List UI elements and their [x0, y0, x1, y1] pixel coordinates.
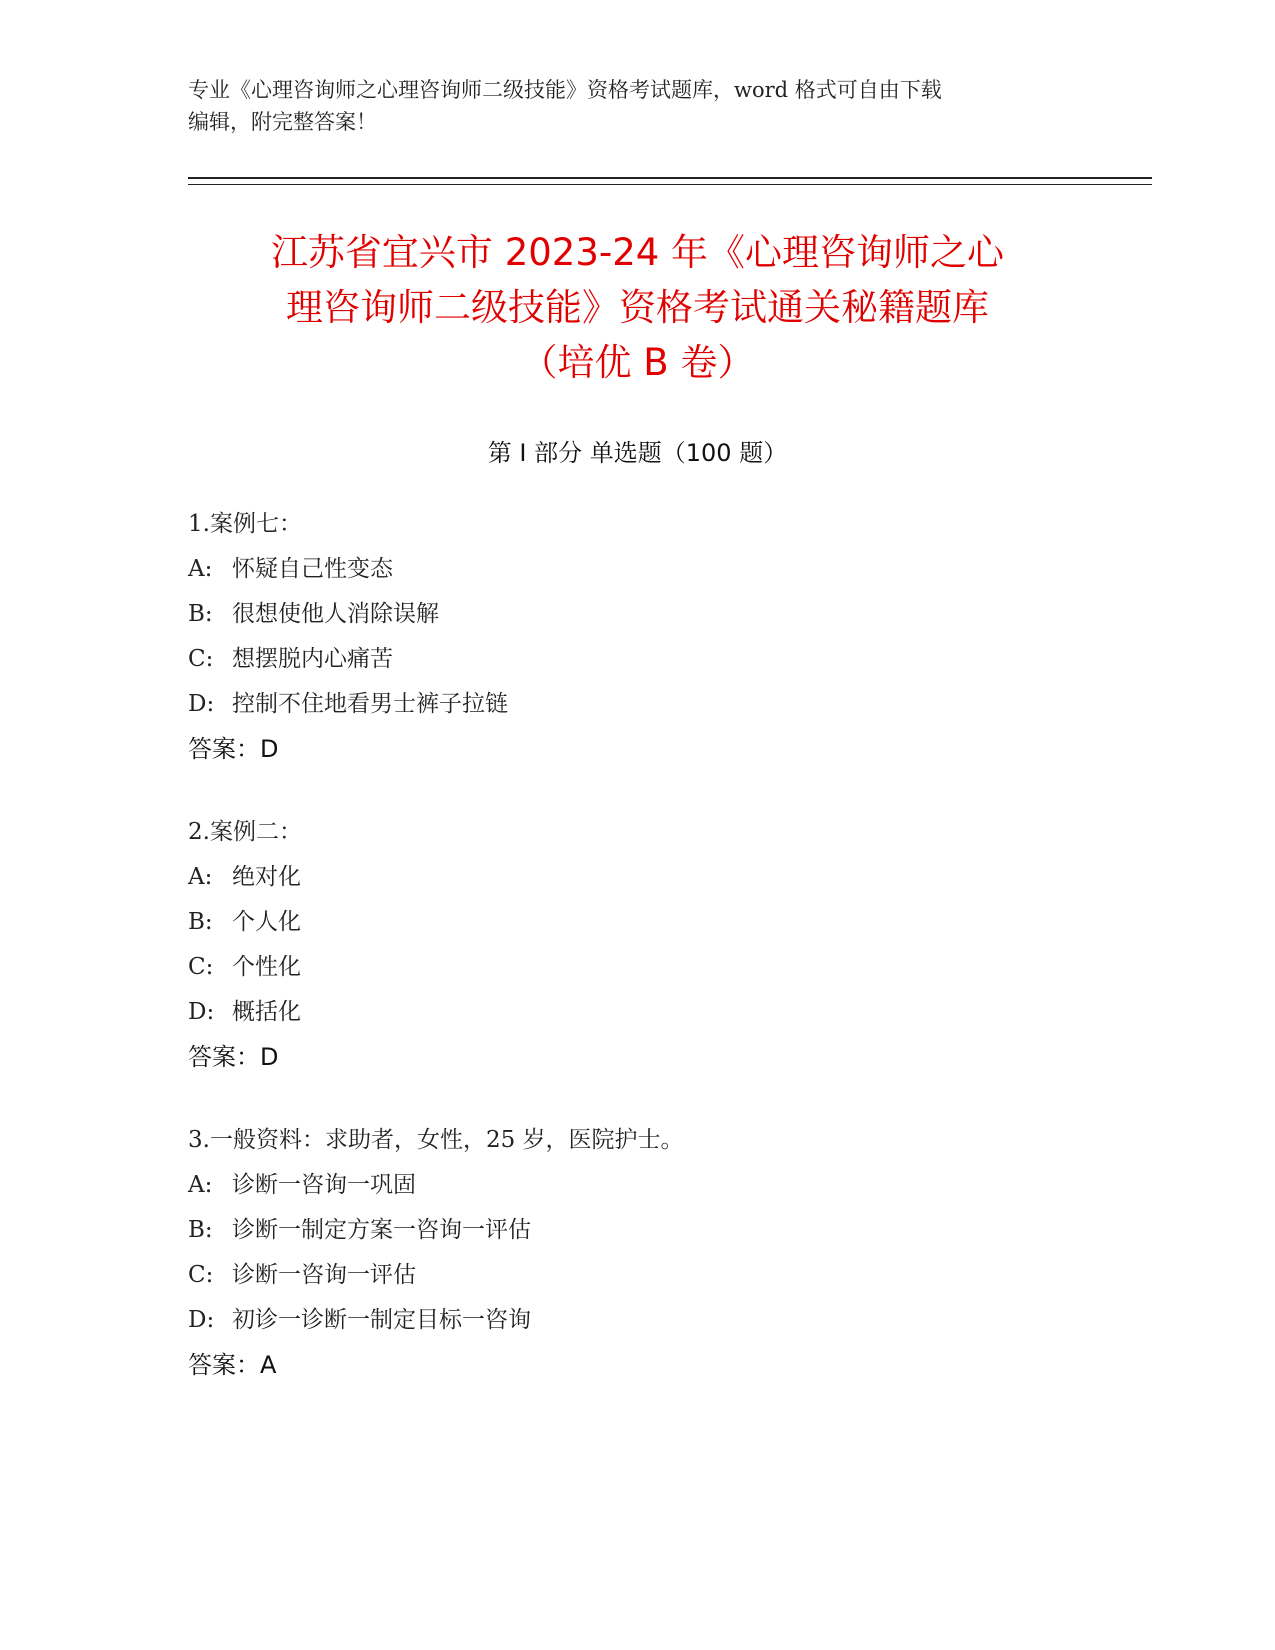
- option-d: [188, 1298, 1138, 1343]
- option-letter: B:: [188, 909, 213, 935]
- question-2: [188, 810, 1138, 1080]
- header-divider-thin: [188, 184, 1152, 185]
- option-d: [188, 682, 1138, 727]
- option-text: 概括化: [232, 999, 301, 1025]
- header-divider-thick: [188, 177, 1152, 179]
- option-text: 初诊一诊断一制定目标一咨询: [232, 1307, 531, 1333]
- header-note-line-1: 专业《心理咨询师之心理咨询师二级技能》资格考试题库，word 格式可自由下载: [188, 78, 942, 102]
- option-text: 诊断一咨询一评估: [232, 1262, 416, 1288]
- option-text: 诊断一制定方案一咨询一评估: [232, 1217, 531, 1243]
- option-letter: C:: [188, 954, 214, 980]
- question-stem: 2.案例二：: [188, 819, 302, 845]
- option-text: 个人化: [232, 909, 301, 935]
- option-text: 很想使他人消除误解: [232, 601, 439, 627]
- option-b: [188, 900, 1138, 945]
- question-1: [188, 502, 1138, 772]
- option-b: [188, 592, 1138, 637]
- option-a: [188, 547, 1138, 592]
- option-b: [188, 1208, 1138, 1253]
- header-note: [188, 74, 1088, 138]
- document-title-line-2: 理咨询师二级技能》资格考试通关秘籍题库: [286, 286, 989, 329]
- option-a: [188, 1163, 1138, 1208]
- option-c: [188, 1253, 1138, 1298]
- option-text: 绝对化: [232, 864, 301, 890]
- document-title-line-3: （培优 B 卷）: [520, 341, 755, 384]
- option-text: 个性化: [232, 954, 301, 980]
- question-stem: 1.案例七：: [188, 511, 302, 537]
- option-text: 想摆脱内心痛苦: [232, 646, 393, 672]
- option-letter: B:: [188, 1217, 213, 1243]
- option-letter: C:: [188, 646, 214, 672]
- option-letter: C:: [188, 1262, 214, 1288]
- option-text: 怀疑自己性变态: [232, 556, 393, 582]
- option-d: [188, 990, 1138, 1035]
- section-title: 第 I 部分 单选题（100 题）: [487, 439, 788, 467]
- option-letter: D:: [188, 1307, 215, 1333]
- answer: 答案：A: [188, 1351, 277, 1379]
- option-text: 控制不住地看男士裤子拉链: [232, 691, 508, 717]
- answer: 答案：D: [188, 1043, 279, 1071]
- answer: 答案：D: [188, 735, 279, 763]
- option-a: [188, 855, 1138, 900]
- option-c: [188, 637, 1138, 682]
- option-text: 诊断一咨询一巩固: [232, 1172, 416, 1198]
- document-title: [150, 225, 1125, 390]
- option-letter: D:: [188, 999, 215, 1025]
- document-title-line-1: 江苏省宜兴市 2023-24 年《心理咨询师之心: [270, 231, 1005, 274]
- option-letter: A:: [188, 864, 213, 890]
- option-letter: A:: [188, 556, 213, 582]
- option-c: [188, 945, 1138, 990]
- option-letter: A:: [188, 1172, 213, 1198]
- option-letter: D:: [188, 691, 215, 717]
- option-letter: B:: [188, 601, 213, 627]
- header-note-line-2: 编辑，附完整答案！: [188, 110, 377, 134]
- question-3: [188, 1118, 1138, 1388]
- question-stem: 3.一般资料：求助者，女性，25 岁，医院护士。: [188, 1127, 684, 1153]
